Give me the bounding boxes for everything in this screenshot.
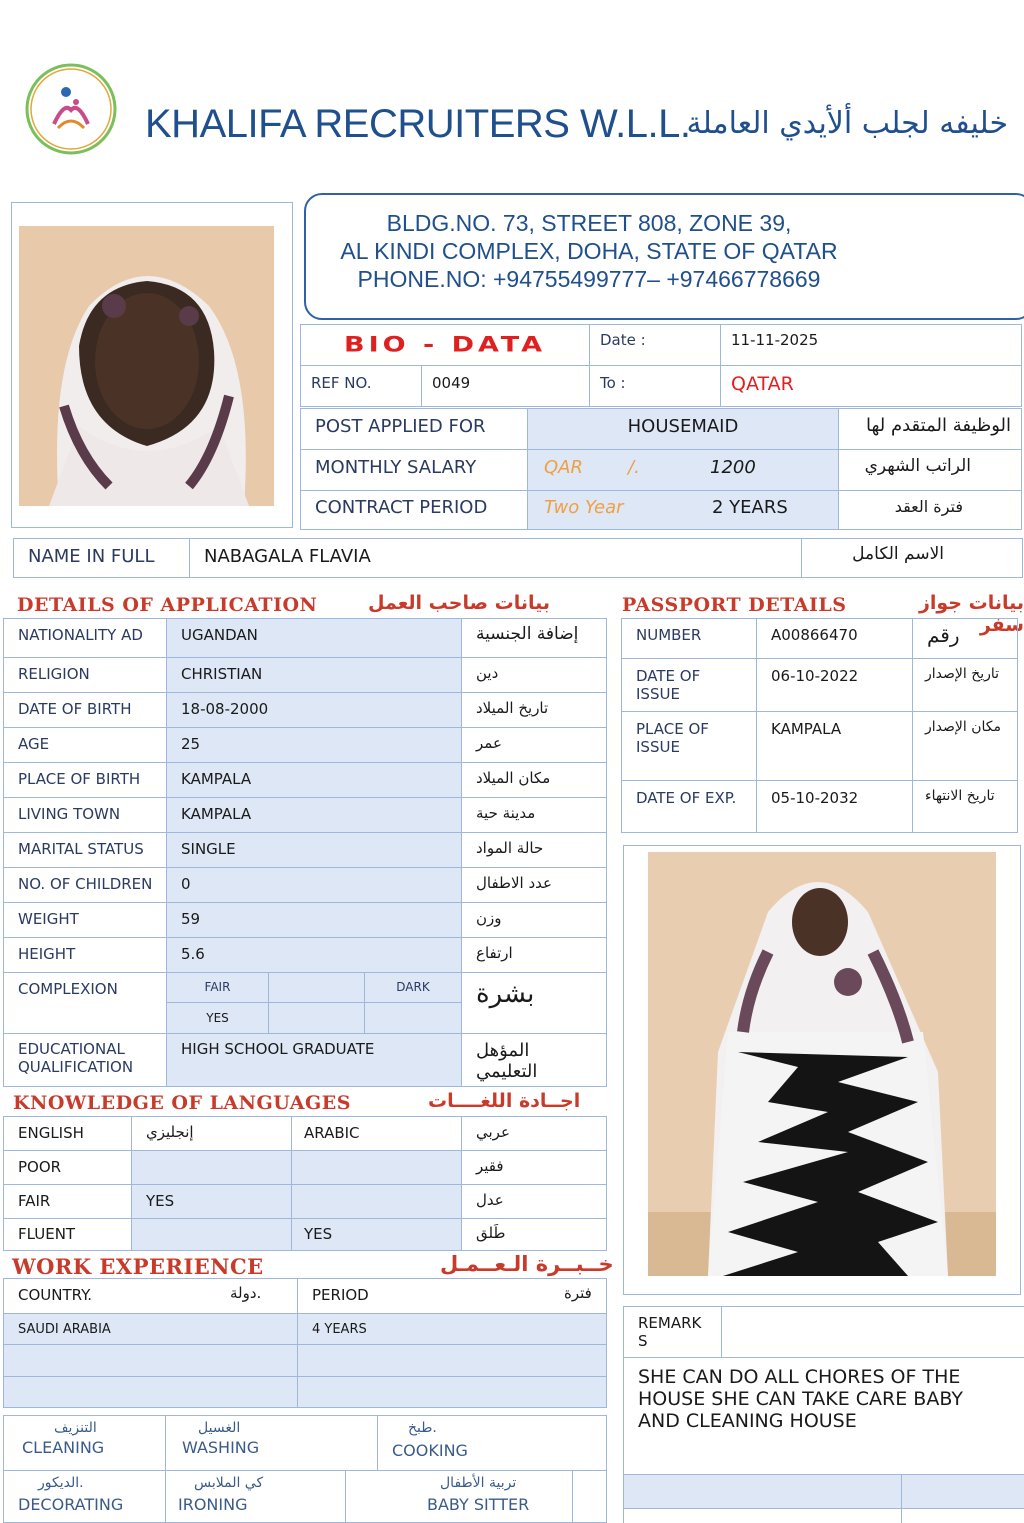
address-line-2: AL KINDI COMPLEX, DOHA, STATE OF QATAR bbox=[340, 238, 838, 264]
skill-washing-arabic: الغسيل bbox=[198, 1420, 241, 1436]
passport-number-arabic: رقم bbox=[912, 618, 1018, 659]
app-row-label: NO. OF CHILDREN bbox=[3, 867, 167, 903]
to-value: QATAR bbox=[720, 365, 1022, 407]
app-row-value: KAMPALA bbox=[166, 797, 462, 833]
date-label: Date : bbox=[589, 324, 721, 366]
passport-issue-value: 06-10-2022 bbox=[756, 658, 913, 712]
app-row-arabic: وزن bbox=[461, 902, 607, 938]
work-section-title: WORK EXPERIENCE bbox=[12, 1254, 264, 1279]
work-row-empty bbox=[297, 1344, 607, 1377]
app-row-arabic: عمر bbox=[461, 727, 607, 763]
app-row-arabic: تاريخ الميلاد bbox=[461, 692, 607, 728]
company-logo bbox=[24, 62, 118, 156]
app-row-label: DATE OF BIRTH bbox=[3, 692, 167, 728]
app-row-value: CHRISTIAN bbox=[166, 657, 462, 693]
app-row-value: 25 bbox=[166, 727, 462, 763]
lang-row-english bbox=[131, 1218, 292, 1251]
contract-label: CONTRACT PERIOD bbox=[300, 490, 528, 530]
app-row-arabic: مكان الميلاد bbox=[461, 762, 607, 798]
passport-issue-label-2: ISSUE bbox=[636, 685, 680, 703]
lang-row-label: FLUENT bbox=[3, 1218, 132, 1251]
app-row-label: AGE bbox=[3, 727, 167, 763]
contract-italic: Two Year bbox=[544, 497, 624, 518]
remarks-blue-row bbox=[623, 1474, 902, 1509]
lang-english-arabic: إنجليزي bbox=[131, 1116, 292, 1151]
complexion-dark-header: DARK bbox=[364, 972, 462, 1003]
work-country-label: COUNTRY. bbox=[18, 1286, 92, 1304]
work-row-empty bbox=[3, 1376, 298, 1408]
full-body-photo bbox=[648, 852, 996, 1276]
app-row-value: 5.6 bbox=[166, 937, 462, 973]
passport-exp-label: DATE OF EXP. bbox=[621, 780, 757, 833]
app-row-value: 59 bbox=[166, 902, 462, 938]
salary-currency: QAR bbox=[544, 457, 583, 478]
skill-ironing bbox=[165, 1470, 346, 1523]
remarks-text: SHE CAN DO ALL CHORES OF THE HOUSE SHE CAN TAKE CARE BABY AND CLEANING HOUSE bbox=[623, 1357, 1024, 1475]
to-label: To : bbox=[589, 365, 721, 407]
salary-separator: /. bbox=[628, 457, 640, 478]
app-row-arabic: دين bbox=[461, 657, 607, 693]
lang-arabic-arabic: عربي bbox=[461, 1116, 607, 1151]
lang-english-header: ENGLISH bbox=[3, 1116, 132, 1151]
biodata-title: BIO - DATA bbox=[343, 332, 546, 357]
salary-value-cell bbox=[527, 449, 839, 491]
skill-decorating bbox=[3, 1470, 166, 1523]
passport-place-value: KAMPALA bbox=[756, 711, 913, 781]
education-label-line1: EDUCATIONAL bbox=[18, 1040, 125, 1058]
app-row-label: LIVING TOWN bbox=[3, 797, 167, 833]
passport-issue-arabic: تاريخ الإصدار bbox=[912, 658, 1018, 712]
app-row-value: UGANDAN bbox=[166, 618, 462, 658]
lang-row-arabic bbox=[291, 1150, 462, 1185]
skill-baby-sitter bbox=[345, 1470, 573, 1523]
skill-cleaning-label: CLEANING bbox=[22, 1438, 105, 1457]
ref-label: REF NO. bbox=[300, 365, 422, 407]
languages-section-title: KNOWLEDGE OF LANGUAGES bbox=[13, 1092, 351, 1114]
app-row-arabic: إضافة الجنسية bbox=[461, 618, 607, 658]
education-value: HIGH SCHOOL GRADUATE bbox=[166, 1033, 462, 1087]
app-row-label: HEIGHT bbox=[3, 937, 167, 973]
app-row-arabic: ارتفاع bbox=[461, 937, 607, 973]
work-period-label: PERIOD bbox=[312, 1286, 369, 1304]
ref-value: 0049 bbox=[421, 365, 590, 407]
application-section-title: DETAILS OF APPLICATION bbox=[17, 594, 318, 616]
languages-section-title-arabic: اجــادة اللغــــات bbox=[428, 1090, 581, 1112]
lang-row-ar: فقير bbox=[461, 1150, 607, 1185]
work-row-empty bbox=[3, 1344, 298, 1377]
post-label-arabic: الوظيفة المتقدم لها bbox=[838, 408, 1022, 450]
skill-washing-label: WASHING bbox=[182, 1438, 260, 1457]
remarks-label-1: REMARK bbox=[638, 1314, 702, 1332]
contract-value-cell bbox=[527, 490, 839, 530]
education-label-line2: QUALIFICATION bbox=[18, 1058, 134, 1076]
salary-label: MONTHLY SALARY bbox=[300, 449, 528, 491]
complexion-fair-header: FAIR bbox=[166, 972, 269, 1003]
passport-section-title: PASSPORT DETAILS bbox=[622, 594, 847, 616]
remarks-label bbox=[623, 1306, 722, 1358]
lang-arabic-header: ARABIC bbox=[291, 1116, 462, 1151]
skill-cleaning bbox=[3, 1415, 166, 1471]
name-label-arabic: الاسم الكامل bbox=[801, 538, 1023, 578]
passport-place-label-1: PLACE OF bbox=[636, 720, 709, 738]
work-row-empty bbox=[297, 1376, 607, 1408]
company-name-arabic: خليفه لجلب ألأيدي العاملة bbox=[686, 106, 1008, 141]
skill-cooking bbox=[377, 1415, 607, 1471]
app-row-value: 0 bbox=[166, 867, 462, 903]
remarks-label-2: S bbox=[638, 1332, 648, 1350]
app-row-label: MARITAL STATUS bbox=[3, 832, 167, 868]
work-country-arabic: دولة. bbox=[230, 1284, 262, 1302]
skill-ironing-label: IRONING bbox=[178, 1495, 248, 1514]
passport-number-value: A00866470 bbox=[756, 618, 913, 659]
passport-issue-label-1: DATE OF bbox=[636, 667, 701, 685]
app-row-arabic: عدد الاطفال bbox=[461, 867, 607, 903]
remarks-blue-row bbox=[901, 1474, 1024, 1509]
skill-baby-sitter-label: BABY SITTER bbox=[427, 1495, 530, 1514]
app-row-label: WEIGHT bbox=[3, 902, 167, 938]
salary-label-arabic: الراتب الشهري bbox=[838, 449, 1022, 491]
skill-ironing-arabic: كي الملابس bbox=[194, 1475, 264, 1491]
passport-issue-label bbox=[621, 658, 757, 712]
company-name: KHALIFA RECRUITERS W.L.L. bbox=[145, 102, 691, 146]
app-row-value: 18-08-2000 bbox=[166, 692, 462, 728]
complexion-arabic: بشرة bbox=[461, 972, 607, 1034]
work-section-title-arabic: خــبــرة الـعــمـل bbox=[440, 1252, 614, 1276]
skill-empty bbox=[572, 1470, 607, 1523]
skill-cooking-arabic: طبخ. bbox=[408, 1420, 437, 1436]
lang-row-english bbox=[131, 1150, 292, 1185]
contract-label-arabic: فترة العقد bbox=[838, 490, 1022, 530]
lang-row-arabic bbox=[291, 1184, 462, 1219]
name-label: NAME IN FULL bbox=[13, 538, 190, 578]
post-value: HOUSEMAID bbox=[527, 408, 839, 450]
education-label bbox=[3, 1033, 167, 1087]
passport-place-label-2: ISSUE bbox=[636, 738, 680, 756]
app-row-label: PLACE OF BIRTH bbox=[3, 762, 167, 798]
complexion-blank bbox=[268, 972, 365, 1003]
app-row-arabic: حالة المواد bbox=[461, 832, 607, 868]
work-period-arabic: فترة bbox=[564, 1284, 592, 1302]
lang-row-label: POOR bbox=[3, 1150, 132, 1185]
work-row-country: SAUDI ARABIA bbox=[3, 1313, 298, 1345]
app-row-label: NATIONALITY AD bbox=[3, 618, 167, 658]
biodata-title-cell bbox=[300, 324, 590, 366]
app-row-value: KAMPALA bbox=[166, 762, 462, 798]
skill-cooking-label: COOKING bbox=[392, 1441, 468, 1460]
complexion-fair-value: YES bbox=[166, 1002, 269, 1034]
passport-exp-value: 05-10-2032 bbox=[756, 780, 913, 833]
work-row-period: 4 YEARS bbox=[297, 1313, 607, 1345]
lang-row-arabic: YES bbox=[291, 1218, 462, 1251]
address-box bbox=[304, 193, 1024, 320]
date-value: 11-11-2025 bbox=[720, 324, 1022, 366]
skill-baby-sitter-arabic: تربية الأطفال bbox=[440, 1475, 517, 1491]
passport-exp-arabic: تاريخ الانتهاء bbox=[912, 780, 1018, 833]
post-label: POST APPLIED FOR bbox=[300, 408, 528, 450]
remarks-bottom-row bbox=[901, 1508, 1024, 1523]
phone-line: PHONE.NO: +94755499777– +97466778669 bbox=[357, 266, 821, 292]
lang-row-english: YES bbox=[131, 1184, 292, 1219]
app-row-arabic: مدينة حية bbox=[461, 797, 607, 833]
education-arabic: المؤهل التعليمي bbox=[461, 1033, 607, 1087]
lang-row-label: FAIR bbox=[3, 1184, 132, 1219]
lang-row-ar: طَلق bbox=[461, 1218, 607, 1251]
skill-cleaning-arabic: التنزيف bbox=[54, 1420, 97, 1436]
passport-number-label: NUMBER bbox=[621, 618, 757, 659]
remarks-header-blank bbox=[721, 1306, 1024, 1358]
salary-amount: 1200 bbox=[710, 457, 756, 478]
address-line-1: BLDG.NO. 73, STREET 808, ZONE 39, bbox=[386, 210, 792, 236]
complexion-blank-2 bbox=[268, 1002, 365, 1034]
contract-value: 2 YEARS bbox=[712, 497, 788, 518]
complexion-label: COMPLEXION bbox=[3, 972, 167, 1034]
application-section-title-arabic: بيانات صاحب العمل bbox=[368, 592, 550, 614]
lang-row-ar: عدل bbox=[461, 1184, 607, 1219]
passport-place-arabic: مكان الإصدار bbox=[912, 711, 1018, 781]
work-country-header bbox=[3, 1278, 298, 1314]
skill-decorating-arabic: الديكور. bbox=[38, 1475, 84, 1491]
app-row-value: SINGLE bbox=[166, 832, 462, 868]
passport-place-label bbox=[621, 711, 757, 781]
remarks-bottom-row bbox=[623, 1508, 902, 1523]
skill-decorating-label: DECORATING bbox=[18, 1495, 124, 1514]
name-value: NABAGALA FLAVIA bbox=[189, 538, 802, 578]
skill-washing bbox=[165, 1415, 378, 1471]
app-row-label: RELIGION bbox=[3, 657, 167, 693]
complexion-blank-3 bbox=[364, 1002, 462, 1034]
passport-section-title-arabic: بيانات جواز سفر bbox=[918, 592, 1024, 636]
work-period-header bbox=[297, 1278, 607, 1314]
